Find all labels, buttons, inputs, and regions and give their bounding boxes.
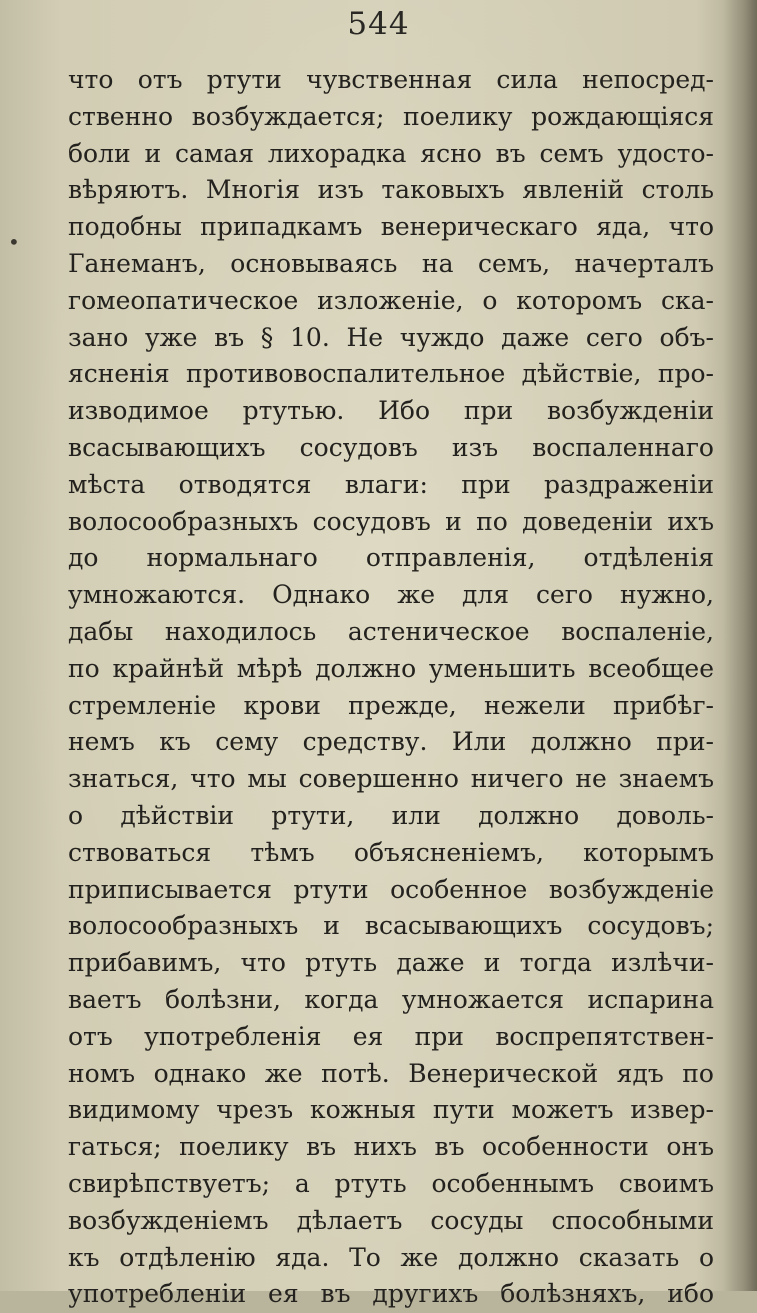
- text-line: волосообразныхъ сосудовъ и по доведеніи ихъ: [68, 506, 714, 536]
- text-line: гомеопатическое изложеніе, о которомъ ска-: [68, 285, 714, 315]
- text-line: прибавимъ, что ртуть даже и тогда излѣчи-: [68, 948, 714, 978]
- text-line: гаться; поелику въ нихъ въ особенности онъ: [68, 1132, 714, 1162]
- text-line: что отъ ртути чувственная сила непосред-: [68, 65, 714, 94]
- text-line: свирѣпствуетъ; а ртуть особеннымъ своимъ: [68, 1168, 714, 1198]
- text-line: знаться, что мы совершенно ничего не знаемъ: [68, 764, 714, 794]
- text-line: приписывается ртути особенное возбужденіе: [68, 874, 714, 904]
- text-line: волосообразныхъ и всасывающихъ сосудовъ;: [68, 911, 714, 941]
- text-line: зано уже въ § 10. Не чуждо даже сего объ-: [68, 322, 714, 352]
- text-line: умножаются. Однако же для сего нужно,: [68, 580, 714, 610]
- text-line: до нормальнаго отправленія, отдѣленія: [68, 543, 714, 573]
- text-line: о дѣйствіи ртути, или должно доволь-: [68, 800, 714, 830]
- text-line: изводимое ртутью. Ибо при возбужденіи: [68, 396, 714, 426]
- text-line: боли и самая лихорадка ясно въ семъ удосто-: [68, 138, 714, 168]
- text-line: стремленіе крови прежде, нежели прибѣг-: [68, 690, 714, 720]
- text-line: видимому чрезъ кожныя пути можетъ извер-: [68, 1095, 714, 1125]
- text-line: ясненія противовоспалительное дѣйствіе, про-: [68, 359, 714, 389]
- page-number: 544: [347, 6, 410, 42]
- text-line: ваетъ болѣзни, когда умножается испарина: [68, 984, 714, 1014]
- text-line: отъ употребленія ея при воспрепятствен-: [68, 1021, 714, 1051]
- text-line: всасывающихъ сосудовъ изъ воспаленнаго: [68, 432, 714, 462]
- text-line: по крайнѣй мѣрѣ должно уменьшить всеобщее: [68, 653, 714, 683]
- text-line: ственно возбуждается; поелику рождающіяся: [68, 101, 714, 131]
- text-line: ствоваться тѣмъ объясненіемъ, которымъ: [68, 837, 714, 867]
- text-line: немъ къ сему средству. Или должно при-: [68, 727, 714, 757]
- margin-dot: •: [8, 230, 20, 254]
- page-edge-shadow: [723, 0, 757, 1291]
- text-line: возбужденіемъ дѣлаетъ сосуды способными: [68, 1205, 714, 1235]
- text-line: номъ однако же потѣ. Венерической ядъ по: [68, 1058, 714, 1088]
- text-line: употребленіи ея въ другихъ болѣзняхъ, ибо: [68, 1279, 714, 1309]
- text-line: вѣряютъ. Многія изъ таковыхъ явленій столь: [68, 175, 714, 205]
- text-line: мѣста отводятся влаги: при раздраженіи: [68, 469, 714, 499]
- text-line: къ отдѣленію яда. То же должно сказать о: [68, 1242, 714, 1272]
- text-line: дабы находилось астеническое воспаленіе,: [68, 616, 714, 646]
- text-line: подобны припадкамъ венерическаго яда, что: [68, 212, 714, 242]
- text-line: Ганеманъ, основываясь на семъ, начерталъ: [68, 248, 714, 278]
- body-text: [68, 62, 714, 1313]
